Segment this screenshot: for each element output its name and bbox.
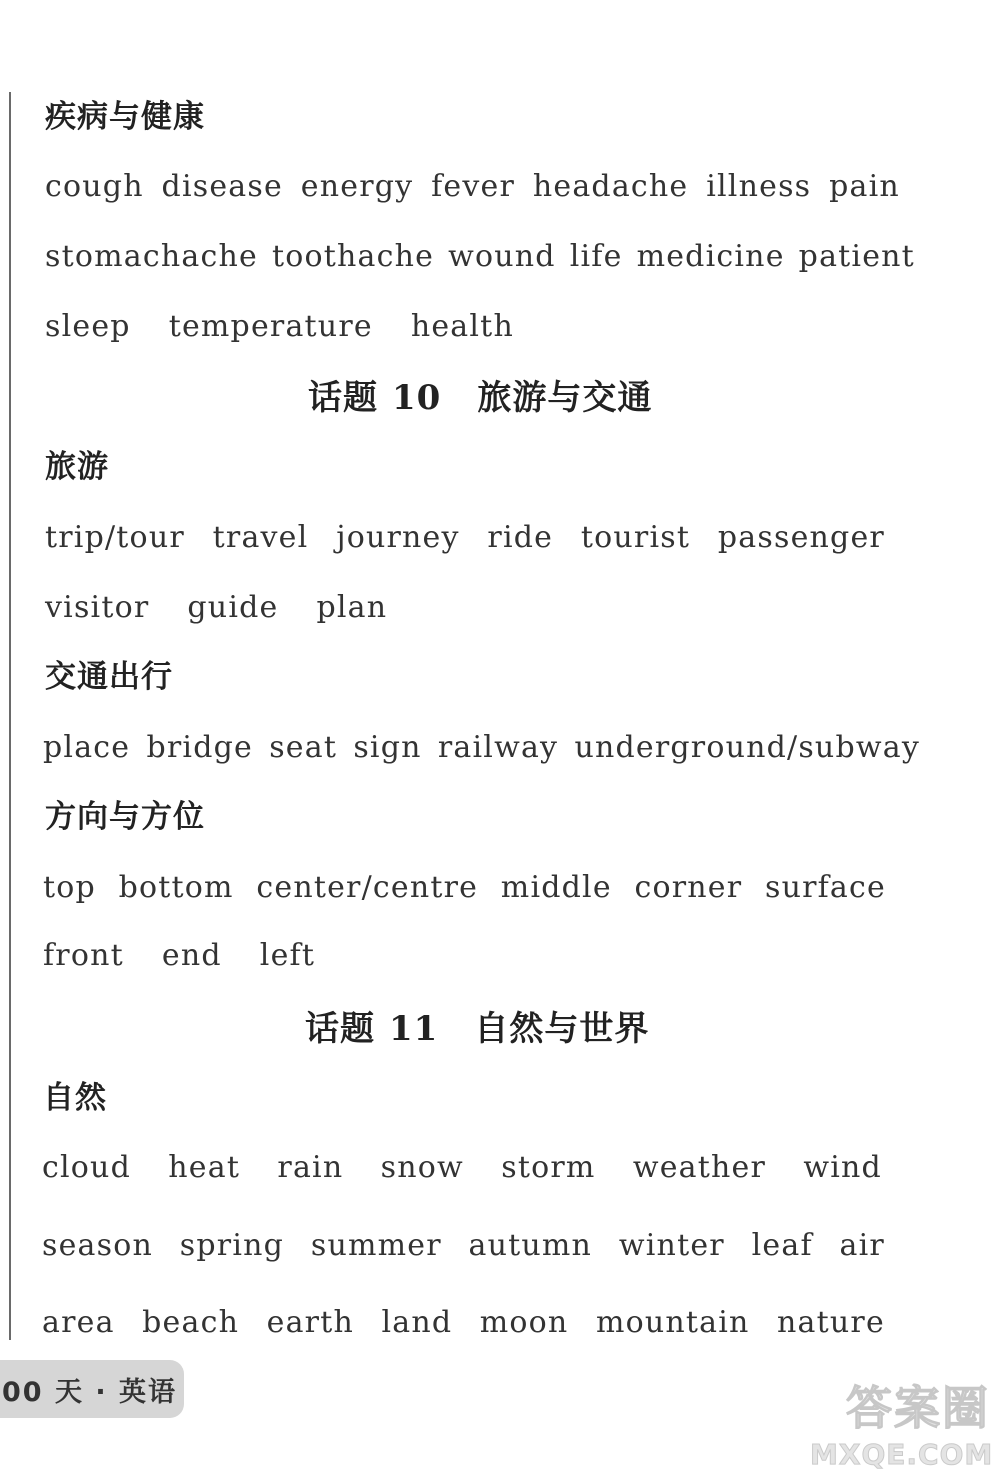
vocab-word: cough [45,169,144,204]
vocab-word: temperature [168,309,373,344]
topic-10-number: 10 [392,378,442,418]
vocab-word: cloud [42,1150,131,1185]
heading-direction: 方向与方位 [45,799,205,835]
vocab-word: ride [487,520,554,555]
vocab-word: top [43,870,96,905]
vocab-word: moon [479,1305,569,1340]
vocab-word: toothache [271,239,435,274]
vocab-word: heat [168,1150,241,1185]
vocab-word: visitor [45,590,150,625]
vocab-word: bridge [146,730,253,765]
vocab-word: plan [316,590,388,625]
footer-book-tab [0,1360,184,1418]
vocab-word: bottom [118,870,234,905]
vocab-word: surface [764,870,886,905]
vocab-word: end [161,938,222,973]
vocab-word: passenger [717,520,885,555]
vocab-word: weather [632,1150,767,1185]
vocab-word: health [410,309,514,344]
vocab-word: underground/subway [574,730,920,765]
vocab-word: railway [437,730,559,765]
topic-11-name: 自然与世界 [474,1009,650,1049]
vocab-word: fever [431,169,516,204]
vocab-word: spring [179,1228,285,1263]
vocab-word: sleep [45,309,131,344]
vocab-word: snow [380,1150,464,1185]
vocab-word: illness [706,169,812,204]
vocab-word: trip/tour [45,520,185,555]
word-line-transport-1 [43,730,920,765]
topic-11-label: 话题 [305,1009,375,1049]
vocab-word: seat [269,730,338,765]
vocab-word: rain [277,1150,344,1185]
word-line-direction-2 [43,938,930,973]
watermark-logo [810,1372,994,1471]
vocab-word: sign [353,730,422,765]
word-line-travel-1 [45,520,885,555]
vocab-word: patient [798,239,915,274]
vocab-word: place [43,730,131,765]
vocab-word: leaf [751,1228,813,1263]
vocab-word: area [42,1305,115,1340]
word-line-health-2 [45,239,915,274]
footer-tab-text: 00 天 · 英语 [2,1376,178,1408]
vocab-word: disease [161,169,283,204]
vocab-word: wind [803,1150,882,1185]
vocab-word: headache [532,169,689,204]
heading-nature: 自然 [43,1080,107,1116]
word-line-health-3 [45,309,930,344]
vocab-word: front [43,938,124,973]
topic-10-title [308,378,653,418]
topic-10-name: 旅游与交通 [477,378,653,418]
vocab-word: pain [829,169,900,204]
topic-10-label: 话题 [308,378,378,418]
heading-travel: 旅游 [45,449,109,485]
vocab-word: medicine [636,239,785,274]
vocab-word: stomachache [45,239,258,274]
topic-11-number: 11 [389,1009,439,1049]
vocab-word: nature [777,1305,885,1340]
vocab-word: land [381,1305,453,1340]
vocab-word: guide [187,590,279,625]
heading-transport: 交通出行 [45,659,173,695]
vocab-word: beach [142,1305,240,1340]
vocab-word: tourist [580,520,691,555]
vocab-word: season [42,1228,154,1263]
vocab-word: middle [500,870,612,905]
vocab-word: summer [310,1228,442,1263]
vocab-word: mountain [595,1305,750,1340]
vocab-word: journey [336,520,460,555]
vocab-word: travel [212,520,309,555]
vocab-word: winter [618,1228,725,1263]
vocab-word: air [839,1228,885,1263]
vocab-word: wound [448,239,556,274]
vocab-word: life [569,239,623,274]
word-line-nature-3 [42,1305,885,1340]
margin-rule [9,92,11,1340]
watermark-logo-text: 答案圈 [846,1381,990,1435]
vocab-word: energy [300,169,414,204]
heading-health: 疾病与健康 [45,99,205,135]
vocab-word: left [259,938,316,973]
vocab-word: earth [266,1305,354,1340]
vocab-word: corner [634,870,743,905]
word-line-health-1 [45,169,900,204]
vocab-word: storm [501,1150,596,1185]
word-line-nature-1 [42,1150,882,1185]
vocab-word: center/centre [256,870,479,905]
word-line-travel-2 [45,590,930,625]
word-line-direction-1 [43,870,886,905]
word-line-nature-2 [42,1228,885,1263]
vocab-word: autumn [468,1228,593,1263]
topic-11-title [305,1009,650,1049]
watermark-url-text: MXQE.COM [810,1438,994,1471]
